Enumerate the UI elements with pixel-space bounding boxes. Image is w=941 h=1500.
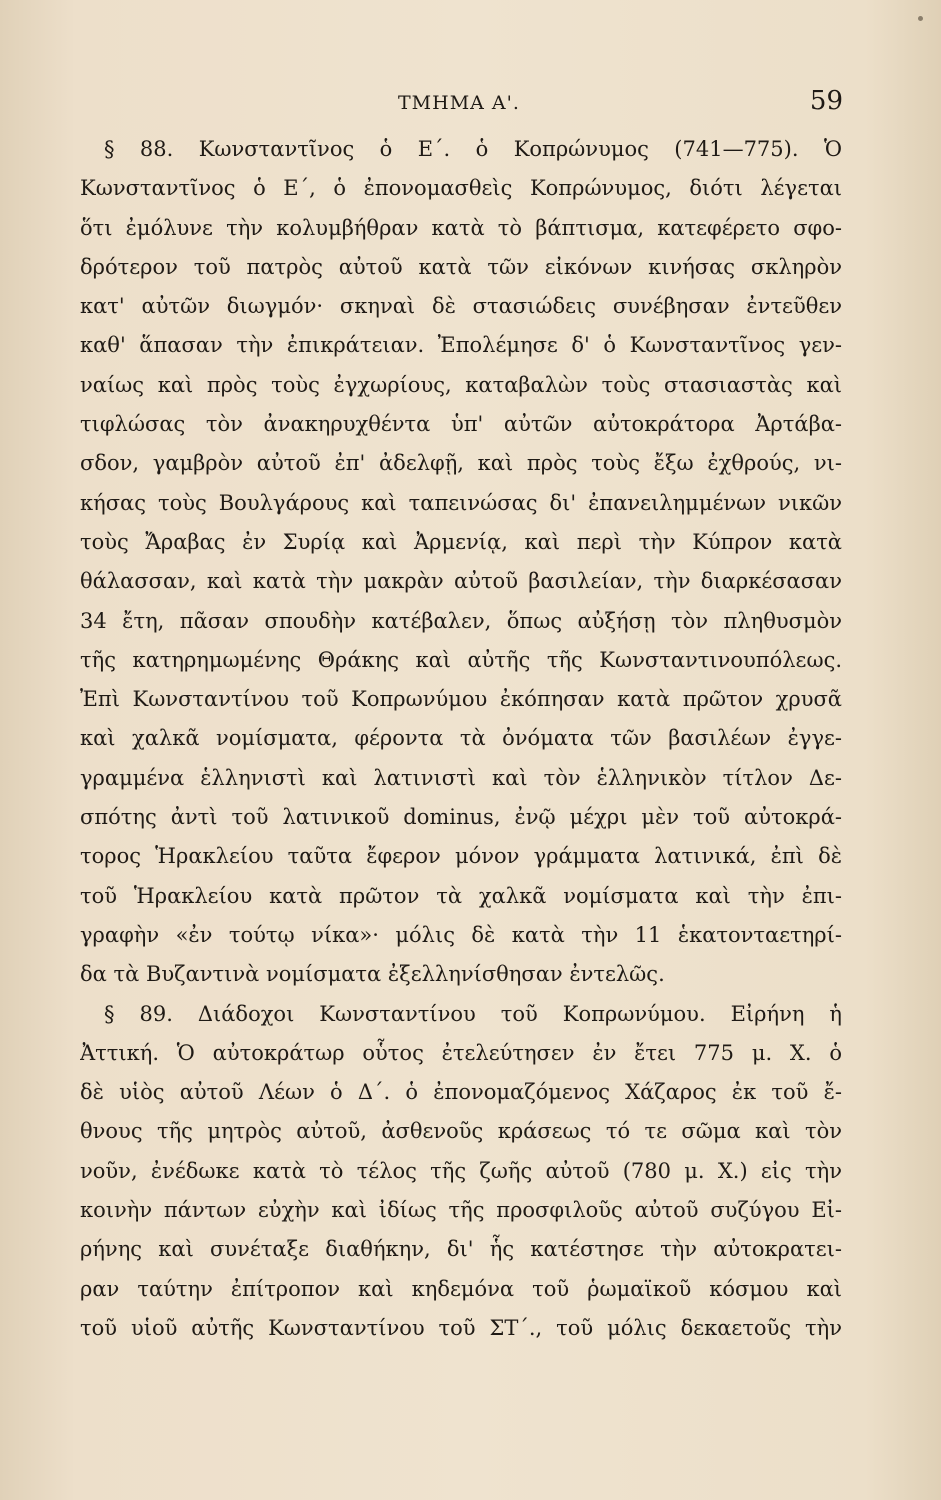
- text-line: νοῦν, ἐνέδωκε κατὰ τὸ τέλος τῆς ζωῆς αὐτοῦ (780 μ. Χ.) εἰς τὴν: [80, 1158, 842, 1183]
- text-line: τοὺς Ἄραβας ἐν Συρίᾳ καὶ Ἀρμενίᾳ, καὶ περὶ τὴν Κύπρον κατὰ: [80, 529, 842, 554]
- text-line: τοῦ υἱοῦ αὐτῆς Κωνσταντίνου τοῦ ΣΤ΄., τοῦ μόλις δεκαετοῦς τὴν: [80, 1315, 842, 1340]
- text-line: γραφὴν «ἐν τούτῳ νίκα»· μόλις δὲ κατὰ τὴν 11 ἑκατονταετηρί-: [80, 922, 842, 947]
- text-line: ναίως καὶ πρὸς τοὺς ἐγχωρίους, καταβαλὼν τοὺς στασιαστὰς καὶ: [80, 372, 842, 397]
- text-line: ραν ταύτην ἐπίτροπον καὶ κηδεμόνα τοῦ ῥωμαϊκοῦ κόσμου καὶ: [80, 1276, 842, 1301]
- text-line: κήσας τοὺς Βουλγάρους καὶ ταπεινώσας δι' ἐπανειλημμένων νικῶν: [80, 490, 842, 515]
- text-line: Ἐπὶ Κωνσταντίνου τοῦ Κοπρωνύμου ἐκόπησαν κατὰ πρῶτον χρυσᾶ: [80, 687, 842, 712]
- text-line: γραμμένα ἑλληνιστὶ καὶ λατινιστὶ καὶ τὸν ἑλληνικὸν τίτλον Δε-: [80, 765, 842, 790]
- ink-spot: [918, 16, 923, 21]
- text-line: τοῦ Ἡρακλείου κατὰ πρῶτον τὰ χαλκᾶ νομίσματα καὶ τὴν ἐπι-: [80, 883, 842, 908]
- text-line: κατ' αὐτῶν διωγμόν· σκηναὶ δὲ στασιώδεις συνέβησαν ἐντεῦθεν: [80, 294, 842, 319]
- text-line: κοινὴν πάντων εὐχὴν καὶ ἰδίως τῆς προσφιλοῦς αὐτοῦ συζύγου Εἰ-: [80, 1198, 842, 1223]
- text-line: ὅτι ἐμόλυνε τὴν κολυμβήθραν κατὰ τὸ βάπτισμα, κατεφέρετο σφο-: [80, 215, 842, 240]
- body-text: [80, 130, 842, 1348]
- running-title: ΤΜΗΜΑ Α'.: [398, 92, 520, 114]
- text-line: τῆς κατηρημωμένης Θράκης καὶ αὐτῆς τῆς Κωνσταντινουπόλεως.: [80, 647, 842, 672]
- page-number: 59: [809, 86, 843, 116]
- text-line: Ἀττική. Ὁ αὐτοκράτωρ οὗτος ἐτελεύτησεν ἐν ἔτει 775 μ. Χ. ὁ: [80, 1040, 842, 1065]
- text-line: δὲ υἱὸς αὐτοῦ Λέων ὁ Δ΄. ὁ ἐπονομαζόμενος Χάζαρος ἐκ τοῦ ἔ-: [80, 1080, 842, 1105]
- text-line: ρήνης καὶ συνέταξε διαθήκην, δι' ἧς κατέστησε τὴν αὐτοκρατει-: [80, 1237, 842, 1262]
- text-line: Κωνσταντῖνος ὁ Ε΄, ὁ ἐπονομασθεὶς Κοπρώνυμος, διότι λέγεται: [80, 176, 842, 201]
- page-header: [0, 86, 941, 126]
- text-line: 34 ἔτη, πᾶσαν σπουδὴν κατέβαλεν, ὅπως αὐξήσῃ τὸν πληθυσμὸν: [80, 608, 842, 633]
- text-line: καὶ χαλκᾶ νομίσματα, φέροντα τὰ ὀνόματα τῶν βασιλέων ἐγγε-: [80, 726, 842, 751]
- text-line: δα τὰ Βυζαντινὰ νομίσματα ἐξελληνίσθησαν ἐντελῶς.: [80, 962, 665, 987]
- text-line: δρότερον τοῦ πατρὸς αὐτοῦ κατὰ τῶν εἰκόνων κινήσας σκληρὸν: [80, 254, 842, 279]
- text-line: τορος Ἡρακλείου ταῦτα ἔφερον μόνον γράμματα λατινικά, ἐπὶ δὲ: [80, 844, 842, 869]
- text-line: καθ' ἅπασαν τὴν ἐπικράτειαν. Ἐπολέμησε δ' ὁ Κωνσταντῖνος γεν-: [80, 333, 842, 358]
- text-line: τιφλώσας τὸν ἀνακηρυχθέντα ὑπ' αὐτῶν αὐτοκράτορα Ἀρτάβα-: [80, 412, 842, 437]
- text-line: θάλασσαν, καὶ κατὰ τὴν μακρὰν αὐτοῦ βασιλείαν, τὴν διαρκέσασαν: [80, 569, 842, 594]
- text-line: § 89. Διάδοχοι Κωνσταντίνου τοῦ Κοπρωνύμου. Εἰρήνη ἡ: [104, 1001, 842, 1026]
- text-line: σδον, γαμβρὸν αὐτοῦ ἐπ' ἀδελφῇ, καὶ πρὸς τοὺς ἔξω ἐχθρούς, νι-: [80, 451, 842, 476]
- text-line: § 88. Κωνσταντῖνος ὁ Ε΄. ὁ Κοπρώνυμος (741—775). Ὁ: [104, 137, 842, 161]
- text-line: θνους τῆς μητρὸς αὐτοῦ, ἀσθενοῦς κράσεως τό τε σῶμα καὶ τὸν: [80, 1119, 842, 1144]
- text-line: σπότης ἀντὶ τοῦ λατινικοῦ dominus, ἐνῷ μέχρι μὲν τοῦ αὐτοκρά-: [80, 805, 842, 830]
